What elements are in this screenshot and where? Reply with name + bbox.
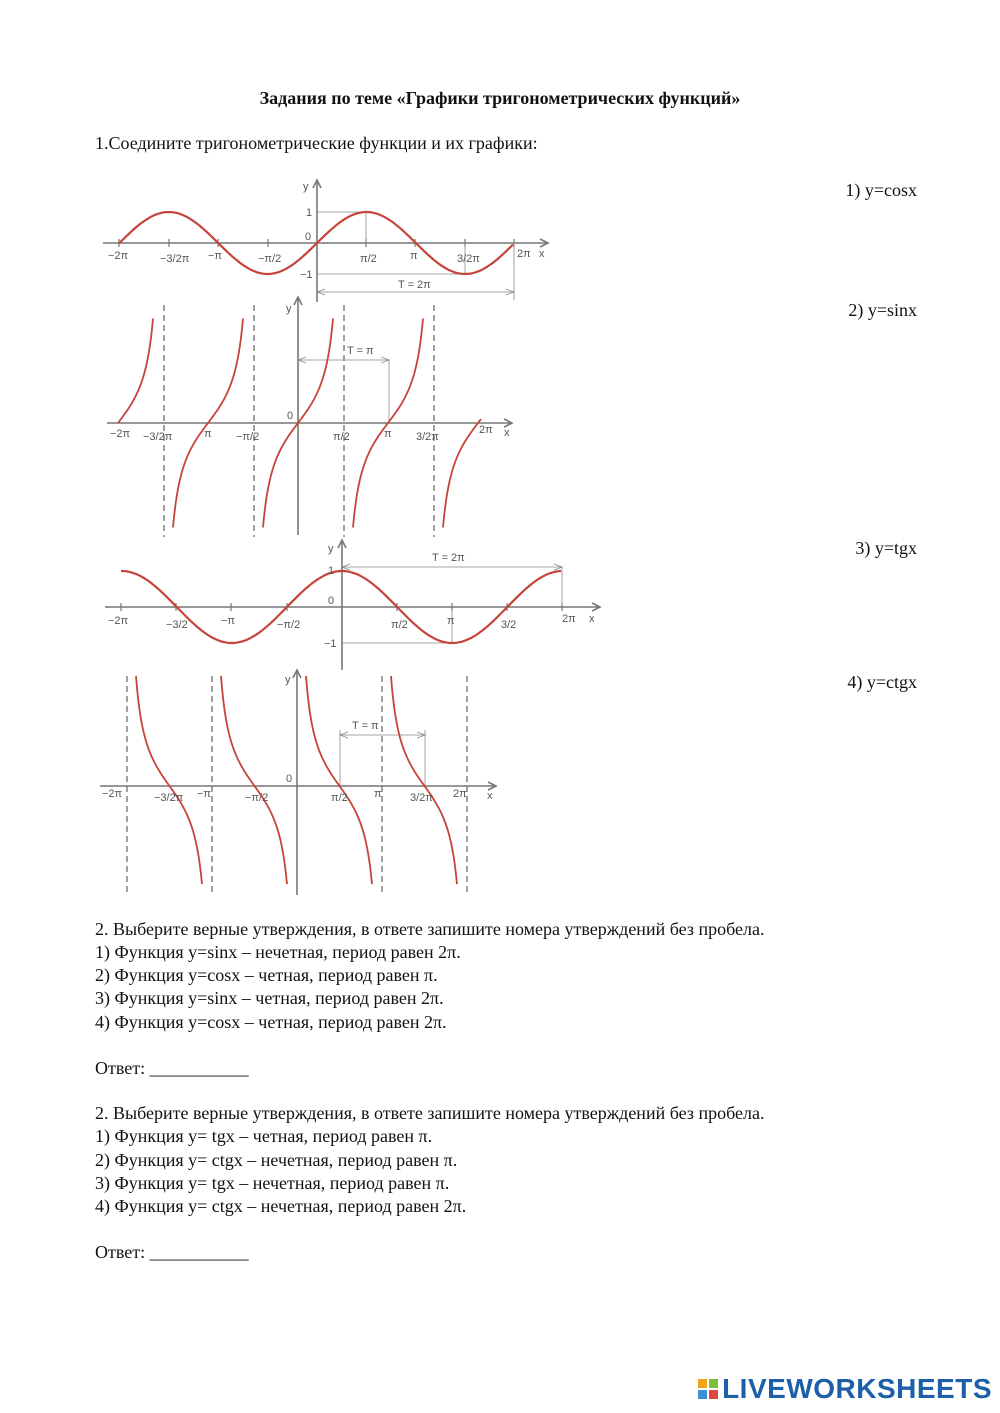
graph2-y-label: y <box>286 303 292 315</box>
option-3: 3) y=tgx <box>855 538 917 558</box>
graph1-x-label: x <box>539 248 545 260</box>
task3-item: 1) Функция y= tgx – четная, период равен π. <box>95 1126 433 1146</box>
graph3-one-label: 1 <box>328 565 335 577</box>
task1-heading: 1.Соедините тригонометрические функции и их графики: <box>95 133 538 153</box>
graph4-tick-label: −π/2 <box>245 792 269 804</box>
graph1-tick-label: −3/2π <box>160 253 190 265</box>
graph1-tick-label: π/2 <box>360 253 377 265</box>
graph4-tick-label: π/2 <box>331 792 348 804</box>
graph1-tick-label: −π <box>208 250 223 262</box>
liveworksheets-logo <box>698 1371 992 1407</box>
graph1-period-label: T = 2π <box>398 279 431 291</box>
graph4-zero-label: 0 <box>286 773 293 785</box>
graph3-tick-label: π/2 <box>391 619 408 631</box>
graph1-tick-label: π <box>410 250 418 262</box>
graph4-period-label: T = π <box>352 720 379 732</box>
graph1-tick-label: −2π <box>108 250 129 262</box>
task3-answer-field[interactable]: Ответ: ___________ <box>95 1242 249 1262</box>
graph4-tick-label: π <box>374 788 382 800</box>
task2-item: 4) Функция y=cosx – четная, период равен 2π. <box>95 1012 447 1032</box>
graph2-tick-label: 3/2π <box>416 431 439 443</box>
task3-heading: 2. Выберите верные утверждения, в ответе запишите номера утверждений без пробела. <box>95 1103 765 1123</box>
graph3-tick-label: −2π <box>108 615 129 627</box>
graph2-tick-label: −2π <box>110 428 131 440</box>
graph2-tick-label: π <box>204 428 212 440</box>
logo-text: LIVEWORKSHEETS <box>722 1373 992 1404</box>
graph4-tick-label: −2π <box>102 788 123 800</box>
graph1-minus-one-label: −1 <box>300 269 313 281</box>
graph1-tick-label: −π/2 <box>258 253 282 265</box>
task3-item: 3) Функция y= tgx – нечетная, период равен π. <box>95 1173 450 1193</box>
logo-mark-icon <box>698 1379 718 1399</box>
graph3-minus-one-label: −1 <box>324 638 337 650</box>
graph1-y-label: y <box>303 181 309 193</box>
graph4-x-label: x <box>487 790 493 802</box>
graph4-tick-label: 3/2π <box>410 792 433 804</box>
graph1-tick-label: 3/2π <box>457 253 480 265</box>
graph2-tick-label: 2π <box>479 424 493 436</box>
graph3-x-label: x <box>589 613 595 625</box>
graph4-tick-label: −π <box>197 788 212 800</box>
graph4-tick-label: −3/2π <box>154 792 184 804</box>
option-1: 1) y=cosx <box>845 180 917 200</box>
graph3-tick-label: −π/2 <box>277 619 301 631</box>
graph2-tick-label: π/2 <box>333 431 350 443</box>
option-2: 2) y=sinx <box>848 300 917 320</box>
graph2-zero-label: 0 <box>287 410 294 422</box>
graph1-zero-label: 0 <box>305 231 312 243</box>
graph4-tick-label: 2π <box>453 788 467 800</box>
graph3-tick-label: −π <box>221 615 236 627</box>
graph4-y-label: y <box>285 674 291 686</box>
task2-item: 2) Функция y=cosx – четная, период равен π. <box>95 965 438 985</box>
graph2-tick-label: −3/2π <box>143 431 173 443</box>
graph3-tick-label: 3/2 <box>501 619 517 631</box>
task2-heading: 2. Выберите верные утверждения, в ответе запишите номера утверждений без пробела. <box>95 919 765 939</box>
graph3-tick-label: −3/2 <box>166 619 188 631</box>
graph4-axes <box>100 670 496 895</box>
task2-answer-field[interactable]: Ответ: ___________ <box>95 1058 249 1078</box>
graph2-period-label: T = π <box>347 345 374 357</box>
task2-item: 1) Функция y=sinx – нечетная, период равен 2π. <box>95 942 461 962</box>
option-4: 4) y=ctgx <box>847 672 917 692</box>
graph1-one-label: 1 <box>306 207 313 219</box>
task2-item: 3) Функция y=sinx – четная, период равен 2π. <box>95 988 444 1008</box>
page-title: Задания по теме «Графики тригонометрических функций» <box>259 88 741 108</box>
graph3-period-label: T = 2π <box>432 552 465 564</box>
graph3-zero-label: 0 <box>328 595 335 607</box>
graph2-tick-label: π <box>384 428 392 440</box>
graph2-tick-label: −π/2 <box>236 431 260 443</box>
graph3-tick-label: 2π <box>562 613 576 625</box>
graph3-y-label: y <box>328 543 334 555</box>
task3-item: 2) Функция y= ctgx – нечетная, период равен π. <box>95 1150 458 1170</box>
graph3-tick-label: π <box>447 615 455 627</box>
graph2-x-label: x <box>504 427 510 439</box>
task3-item: 4) Функция y= ctgx – нечетная, период равен 2π. <box>95 1196 467 1216</box>
graph1-tick-label: 2π <box>517 248 531 260</box>
